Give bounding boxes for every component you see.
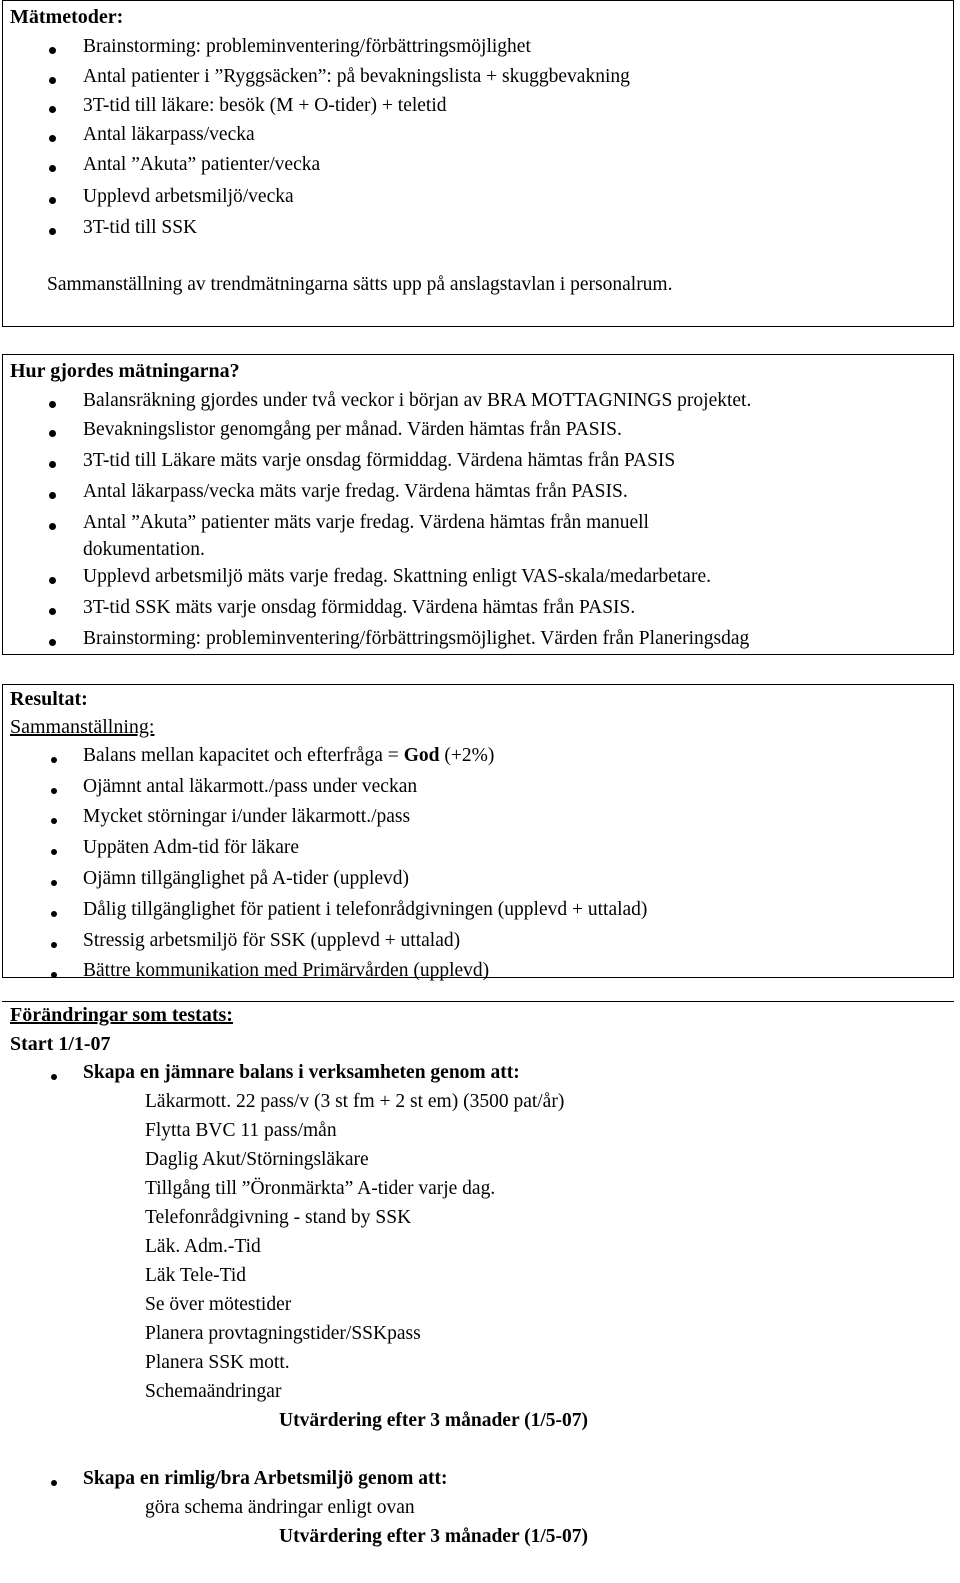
group-title: Skapa en jämnare balans i verksamheten genom att: xyxy=(83,1062,520,1083)
subheading-sammanstallning: Sammanställning: xyxy=(10,716,155,738)
start-date: Start 1/1-07 xyxy=(10,1033,111,1055)
bullet-dot xyxy=(51,788,57,794)
bullet-dot xyxy=(49,106,56,113)
list-item-continuation: dokumentation. xyxy=(83,539,205,560)
list-item: Ojämn tillgänglighet på A-tider (upplevd) xyxy=(83,868,410,889)
list-item: Antal patienter i ”Ryggsäcken”: på bevakningslista + skuggbevakning xyxy=(83,66,630,87)
list-item: Antal läkarpass/vecka xyxy=(83,124,255,145)
bullet-dot xyxy=(49,165,56,172)
list-item: Ojämnt antal läkarmott./pass under veckan xyxy=(83,776,418,797)
list-item: Bevakningslistor genomgång per månad. Värden hämtas från PASIS. xyxy=(83,419,622,440)
change-item: Tillgång till ”Öronmärkta” A-tider varje dag. xyxy=(145,1178,496,1199)
bullet-dot xyxy=(49,401,56,408)
bullet-dot xyxy=(49,135,56,142)
heading-matmetoder: Mätmetoder: xyxy=(10,6,124,28)
change-item: Daglig Akut/Störningsläkare xyxy=(145,1149,369,1170)
bullet-dot xyxy=(51,942,57,948)
list-item: Antal ”Akuta” patienter mäts varje fredag. Värdena hämtas från manuell xyxy=(83,512,649,533)
item-suffix: (+2%) xyxy=(439,745,495,766)
list-item: Upplevd arbetsmiljö/vecka xyxy=(83,186,294,207)
bullet-dot xyxy=(49,77,56,84)
list-item: Bättre kommunikation med Primärvården (upplevd) xyxy=(83,960,490,981)
change-item: göra schema ändringar enligt ovan xyxy=(145,1497,415,1518)
list-item: Mycket störningar i/under läkarmott./pass xyxy=(83,806,411,827)
list-item: Balansräkning gjordes under två veckor i början av BRA MOTTAGNINGS projektet. xyxy=(83,390,752,411)
list-item: Stressig arbetsmiljö för SSK (upplevd + uttalad) xyxy=(83,930,461,951)
bullet-dot xyxy=(51,1074,57,1080)
list-item: Uppäten Adm-tid för läkare xyxy=(83,837,300,858)
list-item: Brainstorming: probleminventering/förbättringsmöjlighet. Värden från Planeringsdag xyxy=(83,628,750,649)
list-item: 3T-tid SSK mäts varje onsdag förmiddag. Värdena hämtas från PASIS. xyxy=(83,597,636,618)
bullet-dot xyxy=(51,818,57,824)
change-item: Flytta BVC 11 pass/mån xyxy=(145,1120,337,1141)
list-item: Brainstorming: probleminventering/förbättringsmöjlighet xyxy=(83,36,531,57)
evaluation-note: Utvärdering efter 3 månader (1/5-07) xyxy=(279,1410,589,1431)
change-item: Planera provtagningstider/SSKpass xyxy=(145,1323,421,1344)
bullet-dot xyxy=(51,972,57,978)
list-item: 3T-tid till SSK xyxy=(83,217,198,238)
bullet-dot xyxy=(49,608,56,615)
list-item: Antal ”Akuta” patienter/vecka xyxy=(83,154,321,175)
list-item: Dålig tillgänglighet för patient i telefonrådgivningen (upplevd + uttalad) xyxy=(83,899,648,920)
change-item: Planera SSK mott. xyxy=(145,1352,290,1373)
item-prefix: Balans mellan kapacitet och efterfråga = xyxy=(83,745,404,766)
change-item: Se över mötestider xyxy=(145,1294,292,1315)
change-item: Läkarmott. 22 pass/v (3 st fm + 2 st em) (3500 pat/år) xyxy=(145,1091,565,1112)
heading-hur-gjordes: Hur gjordes mätningarna? xyxy=(10,360,240,382)
list-item: Antal läkarpass/vecka mäts varje fredag. Värdena hämtas från PASIS. xyxy=(83,481,628,502)
change-item: Schemaändringar xyxy=(145,1381,282,1402)
bullet-dot xyxy=(49,228,56,235)
bullet-dot xyxy=(49,47,56,54)
change-item: Läk Tele-Tid xyxy=(145,1265,247,1286)
bullet-dot xyxy=(49,461,56,468)
bullet-dot xyxy=(49,430,56,437)
bullet-dot xyxy=(51,880,57,886)
bullet-dot xyxy=(51,911,57,917)
list-item xyxy=(83,745,494,767)
bullet-dot xyxy=(49,492,56,499)
bullet-dot xyxy=(51,1480,57,1486)
bullet-dot xyxy=(49,197,56,204)
bullet-dot xyxy=(51,849,57,855)
bullet-dot xyxy=(49,523,56,530)
summary-note: Sammanställning av trendmätningarna sätts upp på anslagstavlan i personalrum. xyxy=(47,274,673,295)
evaluation-note: Utvärdering efter 3 månader (1/5-07) xyxy=(279,1526,589,1547)
heading-resultat: Resultat: xyxy=(10,688,88,710)
list-item: Upplevd arbetsmiljö mäts varje fredag. Skattning enligt VAS-skala/medarbetare. xyxy=(83,566,711,587)
list-item: 3T-tid till läkare: besök (M + O-tider) + teletid xyxy=(83,95,447,116)
change-item: Telefonrådgivning - stand by SSK xyxy=(145,1207,412,1228)
list-item: 3T-tid till Läkare mäts varje onsdag förmiddag. Värdena hämtas från PASIS xyxy=(83,450,676,471)
bullet-dot xyxy=(49,577,56,584)
bullet-dot xyxy=(49,639,56,646)
change-item: Läk. Adm.-Tid xyxy=(145,1236,261,1257)
heading-forandringar: Förändringar som testats: xyxy=(10,1004,233,1026)
group-title: Skapa en rimlig/bra Arbetsmiljö genom att: xyxy=(83,1468,448,1489)
bullet-dot xyxy=(51,757,57,763)
item-bold-value: God xyxy=(403,745,440,766)
